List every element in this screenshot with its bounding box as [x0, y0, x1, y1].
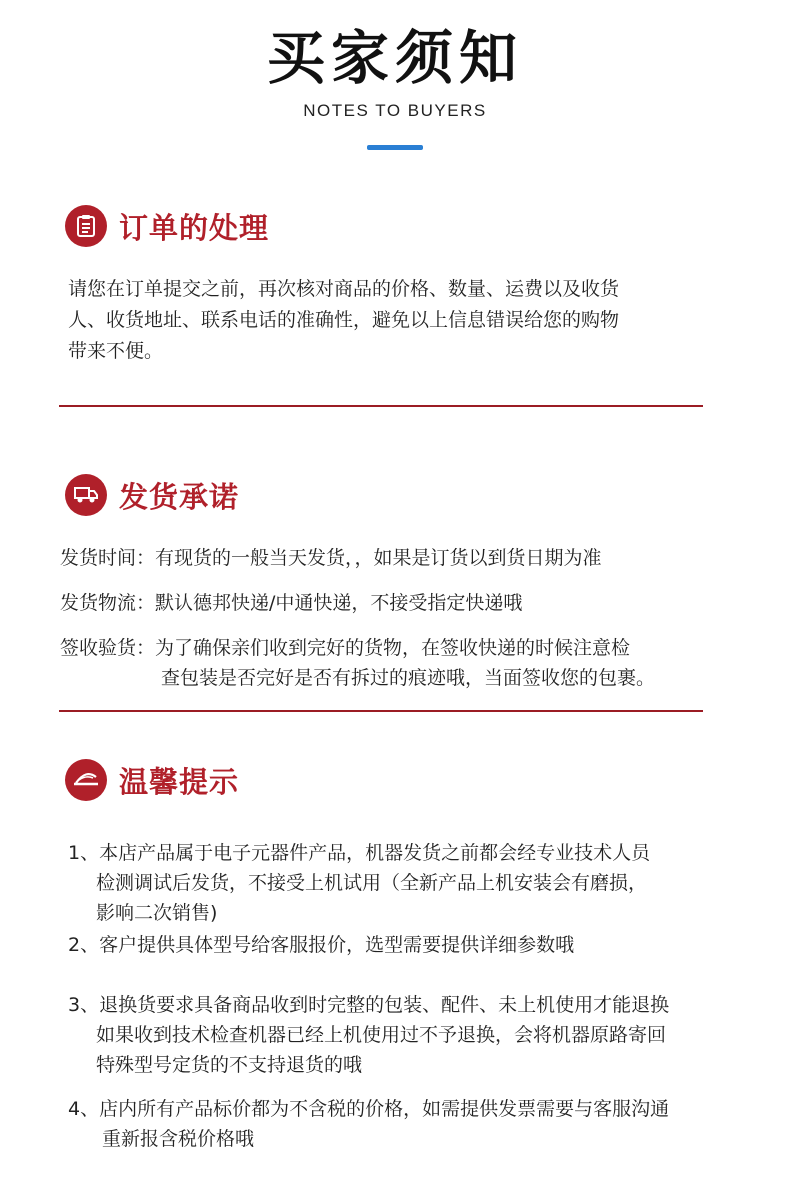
section-tips-header — [65, 759, 239, 801]
tip-line: 影响二次销售) — [96, 902, 218, 924]
section-order-header — [65, 205, 269, 247]
shipping-logistics-text: 默认德邦快递/中通快递，不接受指定快递哦 — [155, 592, 523, 614]
tip-item-4 — [68, 1094, 669, 1154]
tip-line: 1、本店产品属于电子元器件产品，机器发货之前都会经专业技术人员 — [68, 842, 651, 864]
shipping-logistics-label: 发货物流： — [60, 592, 156, 614]
tip-item-3 — [68, 990, 669, 1080]
tip-line: 4、店内所有产品标价都为不含税的价格，如需提供发票需要与客服沟通 — [68, 1098, 670, 1120]
tip-line: 2、客户提供具体型号给客服报价，选型需要提供详细参数哦 — [68, 934, 575, 956]
tip-line: 3、退换货要求具备商品收到时完整的包装、配件、未上机使用才能退换 — [68, 994, 670, 1016]
shipping-inspect-label: 签收验货： — [60, 637, 156, 659]
section-order-body — [68, 274, 619, 367]
title-underline — [367, 145, 423, 150]
shipping-time-label: 发货时间： — [60, 547, 156, 569]
section-order-title: 订单的处理 — [119, 210, 270, 245]
order-line: 人、收货地址、联系电话的准确性，避免以上信息错误给您的购物 — [68, 309, 620, 331]
order-line: 带来不便。 — [68, 340, 164, 362]
section-tips-title: 温馨提示 — [119, 764, 240, 799]
divider — [59, 710, 703, 712]
page-title: 买家须知 — [266, 24, 523, 92]
tip-line: 特殊型号定货的不支持退货的哦 — [96, 1054, 363, 1076]
tip-item-2 — [68, 930, 574, 960]
tip-line: 重新报含税价格哦 — [102, 1128, 255, 1150]
hat-icon — [65, 759, 107, 801]
clipboard-icon — [65, 205, 107, 247]
shipping-time-row — [60, 543, 602, 574]
tip-item-1 — [68, 838, 650, 928]
shipping-time-text: 有现货的一般当天发货，，如果是订货以到货日期为准 — [155, 547, 602, 569]
tip-line: 如果收到技术检查机器已经上机使用过不予退换，会将机器原路寄回 — [96, 1024, 667, 1046]
shipping-inspect-text-2: 查包装是否完好是否有拆过的痕迹哦，当面签收您的包裹。 — [161, 667, 656, 689]
page-subtitle: NOTES TO BUYERS — [303, 101, 487, 120]
truck-icon — [65, 474, 107, 516]
section-shipping-title: 发货承诺 — [119, 479, 240, 514]
section-shipping-header — [65, 474, 239, 516]
order-line: 请您在订单提交之前，再次核对商品的价格、数量、运费以及收货 — [68, 278, 620, 300]
shipping-inspect-row — [60, 633, 630, 664]
shipping-inspect-text: 为了确保亲们收到完好的货物，在签收快递的时候注意检 — [155, 637, 631, 659]
divider — [59, 405, 703, 407]
shipping-logistics-row — [60, 588, 522, 619]
shipping-inspect-row-cont — [161, 663, 655, 694]
tip-line: 检测调试后发货，不接受上机试用（全新产品上机安装会有磨损， — [96, 872, 648, 894]
